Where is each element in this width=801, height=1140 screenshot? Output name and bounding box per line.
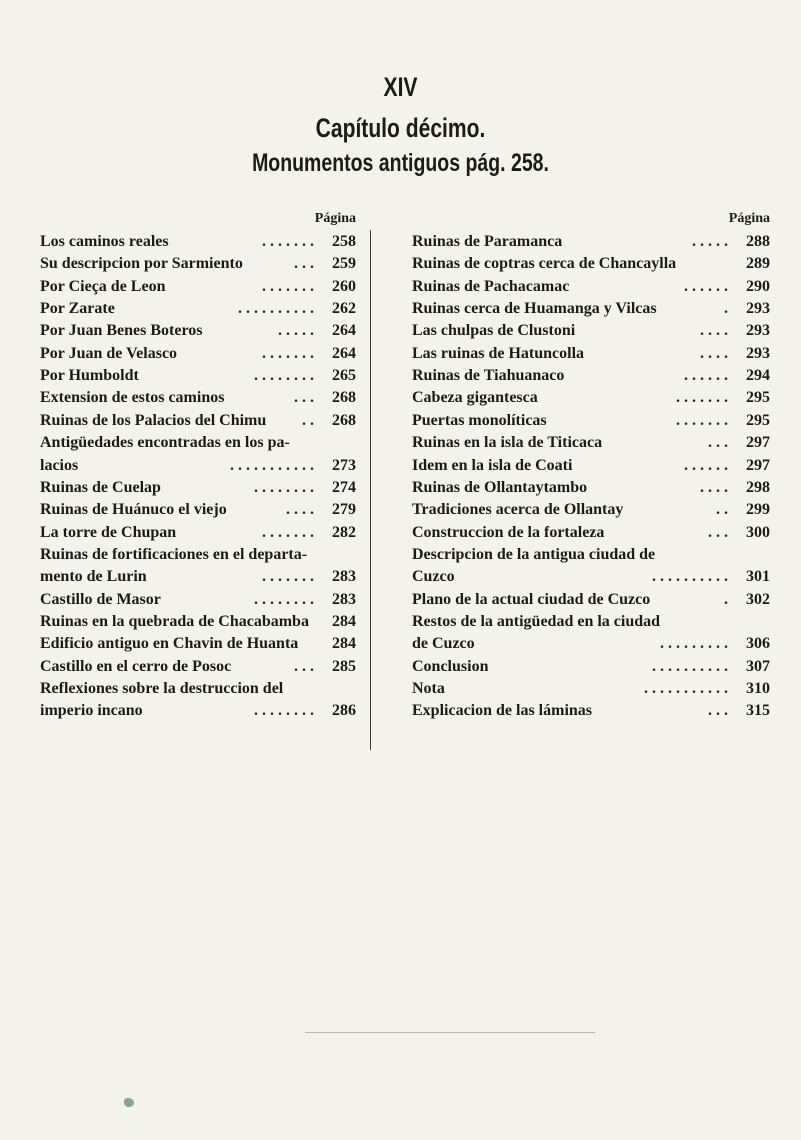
toc-entry-label: Edificio antiguo en Chavin de Huanta bbox=[40, 635, 299, 653]
toc-entry-leader: . . . . . . . . . bbox=[660, 635, 728, 653]
toc-entry-leader: . . . . . . . bbox=[262, 344, 314, 362]
toc-entry bbox=[412, 432, 770, 454]
toc-entry-leader: . . . . . . . . bbox=[254, 478, 314, 496]
toc-entry-leader: . . . . . . . bbox=[676, 389, 728, 407]
toc-entry-leader: . . . . . . . . bbox=[254, 367, 314, 385]
toc-entry-page: 293 bbox=[746, 344, 770, 362]
toc-entry bbox=[412, 544, 770, 566]
toc-entry-leader: . . . . . bbox=[278, 322, 314, 340]
toc-entry-leader: . . bbox=[716, 501, 728, 519]
toc-entry-label: La torre de Chupan bbox=[40, 523, 177, 541]
toc-entry-leader: . . . . . . . bbox=[676, 411, 728, 429]
toc-entry-leader: . . . . . . . . . . bbox=[652, 568, 728, 586]
toc-entry bbox=[40, 276, 356, 298]
toc-entry-page: 284 bbox=[332, 612, 356, 630]
toc-entry-leader: . . . bbox=[294, 389, 314, 407]
toc-entry-leader: . . . . . . . . . . . bbox=[230, 456, 314, 474]
toc-entry-label: Ruinas de coptras cerca de Chancaylla bbox=[412, 255, 677, 273]
toc-entry-page: 307 bbox=[746, 657, 770, 675]
toc-entry-label: Castillo en el cerro de Posoc bbox=[40, 657, 232, 675]
toc-entry bbox=[412, 700, 770, 722]
toc-entry bbox=[40, 365, 356, 387]
toc-entry bbox=[412, 320, 770, 342]
section-title: Monumentos antiguos pág. 258. bbox=[252, 149, 549, 177]
toc-entry-page: 283 bbox=[332, 590, 356, 608]
toc-entry-leader: . . . bbox=[708, 434, 728, 452]
toc-entry-leader: . . . . . . . . . . . bbox=[644, 680, 728, 697]
toc-entry bbox=[412, 253, 770, 275]
toc-entry-leader: . . . bbox=[294, 255, 314, 273]
toc-entry bbox=[412, 499, 770, 521]
toc-entry-label: Nota bbox=[412, 680, 445, 697]
toc-entry-page: 259 bbox=[332, 255, 356, 273]
toc-entry bbox=[412, 477, 770, 499]
toc-entry-leader: . . . . . . bbox=[684, 367, 728, 385]
bottom-rule bbox=[305, 1032, 595, 1033]
toc-entry bbox=[40, 410, 356, 432]
toc-entry-page: 264 bbox=[332, 344, 356, 362]
toc-entry-page: 273 bbox=[332, 456, 356, 474]
toc-entry-label: Cabeza gigantesca bbox=[412, 389, 538, 407]
toc-entry-label: Reflexiones sobre la destruccion del bbox=[40, 680, 284, 697]
toc-entry bbox=[40, 589, 356, 611]
toc-entry bbox=[412, 566, 770, 588]
toc-entry bbox=[412, 633, 770, 655]
toc-entry-page: 262 bbox=[332, 300, 356, 318]
toc-entry bbox=[412, 656, 770, 678]
toc-entry bbox=[40, 298, 356, 320]
toc-entry bbox=[40, 700, 356, 722]
toc-entry-label: Ruinas de Tiahuanaco bbox=[412, 367, 565, 385]
toc-entry-label: Por Cieça de Leon bbox=[40, 277, 166, 295]
toc-entry-page: 264 bbox=[332, 322, 356, 340]
toc-entry-leader: . . . bbox=[708, 702, 728, 720]
toc-entry-label: Plano de la actual ciudad de Cuzco bbox=[412, 590, 651, 608]
toc-entry-label: Las ruinas de Hatuncolla bbox=[412, 344, 585, 362]
toc-entry bbox=[40, 678, 356, 700]
toc-entry bbox=[40, 253, 356, 275]
toc-entry-page: 293 bbox=[746, 322, 770, 340]
toc-entry-label: Por Juan Benes Boteros bbox=[40, 322, 203, 340]
toc-entry-label: Ruinas de Huánuco el viejo bbox=[40, 501, 227, 519]
toc-entry-leader: . . bbox=[302, 411, 314, 429]
toc-entry-leader: . . . . . . bbox=[684, 456, 728, 474]
toc-entry-page: 315 bbox=[746, 702, 770, 720]
toc-entry-label: Castillo de Masor bbox=[40, 590, 161, 608]
toc-entry-page: 274 bbox=[332, 478, 356, 496]
toc-entry-label: Ruinas de Cuelap bbox=[40, 478, 161, 496]
toc-entry-page: 295 bbox=[746, 389, 770, 407]
toc-entry-leader: . . . . . . . bbox=[262, 233, 314, 250]
toc-entry-page: 299 bbox=[746, 501, 770, 519]
toc-entry bbox=[40, 343, 356, 365]
toc-entry-label: Ruinas en la quebrada de Chacabamba bbox=[40, 612, 309, 630]
toc-entry-page: 290 bbox=[746, 277, 770, 295]
toc-entry-label: Por Humboldt bbox=[40, 367, 139, 385]
toc-entry-leader: . . . . . . . bbox=[262, 523, 314, 541]
toc-entry-page: 297 bbox=[746, 456, 770, 474]
toc-entry-label: de Cuzco bbox=[412, 635, 475, 653]
toc-entry bbox=[40, 477, 356, 499]
toc-entry bbox=[40, 544, 356, 566]
toc-entry-page: 288 bbox=[746, 233, 770, 250]
toc-entry-label: Ruinas cerca de Huamanga y Vilcas bbox=[412, 300, 657, 318]
toc-entry-page: 306 bbox=[746, 635, 770, 653]
toc-entry-label: Ruinas de Paramanca bbox=[412, 233, 563, 250]
toc-entry-leader: . . . . bbox=[700, 478, 728, 496]
toc-entry-leader: . . . . . . . . bbox=[254, 702, 314, 720]
toc-entry-page: 282 bbox=[332, 523, 356, 541]
toc-entry-label: Restos de la antigüedad en la ciudad bbox=[412, 612, 661, 630]
toc-entry bbox=[40, 656, 356, 678]
toc-entry-label: imperio incano bbox=[40, 702, 143, 720]
toc-entry-leader: . . . . bbox=[286, 501, 314, 519]
toc-entry bbox=[40, 231, 356, 253]
toc-entry-page: 265 bbox=[332, 367, 356, 385]
toc-entry bbox=[40, 320, 356, 342]
toc-entry-page: 286 bbox=[332, 702, 356, 720]
toc-entry-page: 284 bbox=[332, 635, 356, 653]
toc-entry bbox=[412, 231, 770, 253]
toc-entry-leader: . . . . bbox=[700, 344, 728, 362]
toc-entry bbox=[40, 566, 356, 588]
toc-entry bbox=[412, 611, 770, 633]
toc-entry-label: lacios bbox=[40, 456, 79, 474]
toc-entry-leader: . . . . . . . . . . bbox=[238, 300, 314, 318]
toc-entry-page: 285 bbox=[332, 657, 356, 675]
toc-entry-label: Extension de estos caminos bbox=[40, 389, 225, 407]
toc-entry-leader: . . . . . . . bbox=[262, 277, 314, 295]
toc-entry-page: 268 bbox=[332, 411, 356, 429]
toc-entry-label: mento de Lurin bbox=[40, 568, 147, 586]
toc-entry-label: Idem en la isla de Coati bbox=[412, 456, 573, 474]
page-number: XIV bbox=[383, 72, 418, 102]
toc-entry-page: 301 bbox=[746, 568, 770, 586]
toc-entry-label: Explicacion de las láminas bbox=[412, 702, 593, 720]
toc-entry-leader: . bbox=[724, 590, 728, 608]
toc-entry-label: Por Zarate bbox=[40, 300, 115, 318]
toc-entry-label: Por Juan de Velasco bbox=[40, 344, 178, 362]
toc-entry bbox=[412, 276, 770, 298]
toc-entry-label: Conclusion bbox=[412, 657, 489, 675]
toc-entry bbox=[40, 611, 356, 633]
toc-entry bbox=[40, 499, 356, 521]
toc-entry-label: Tradiciones acerca de Ollantay bbox=[412, 501, 624, 519]
toc-entry bbox=[412, 343, 770, 365]
toc-entry-label: Antigüedades encontradas en los pa- bbox=[40, 434, 290, 452]
toc-entry-page: 293 bbox=[746, 300, 770, 318]
toc-entry bbox=[40, 432, 356, 454]
toc-entry-leader: . bbox=[724, 300, 728, 318]
toc-entry-page: 294 bbox=[746, 367, 770, 385]
toc-entry-label: Cuzco bbox=[412, 568, 455, 586]
toc-entry bbox=[412, 410, 770, 432]
toc-entry-leader: . . . . . . bbox=[684, 277, 728, 295]
toc-entry-page: 283 bbox=[332, 568, 356, 586]
toc-entry bbox=[40, 387, 356, 409]
toc-entry bbox=[412, 455, 770, 477]
toc-entry-page: 268 bbox=[332, 389, 356, 407]
toc-entry bbox=[40, 455, 356, 477]
toc-entry-label: Las chulpas de Clustoni bbox=[412, 322, 576, 340]
toc-entry-label: Ruinas en la isla de Titicaca bbox=[412, 434, 603, 452]
toc-entry-leader: . . . . bbox=[700, 322, 728, 340]
toc-entry-page: 298 bbox=[746, 478, 770, 496]
toc-entry bbox=[40, 633, 356, 655]
toc-entry bbox=[412, 522, 770, 544]
toc-entry-page: 289 bbox=[746, 255, 770, 273]
toc-entry-page: 300 bbox=[746, 523, 770, 541]
toc-entry-label: Ruinas de fortificaciones en el departa- bbox=[40, 545, 308, 563]
toc-entry-label: Construccion de la fortaleza bbox=[412, 523, 605, 541]
toc-entry-page: 297 bbox=[746, 434, 770, 452]
toc-entry bbox=[40, 522, 356, 544]
toc-entry-label: Ruinas de Ollantaytambo bbox=[412, 478, 588, 496]
toc-entry-leader: . . . . . . . . bbox=[254, 590, 314, 608]
column-divider bbox=[370, 230, 371, 750]
page-column-header: Página bbox=[314, 211, 356, 226]
toc-entry-leader: . . . . . bbox=[692, 233, 728, 250]
toc-entry bbox=[412, 298, 770, 320]
toc-entry bbox=[412, 589, 770, 611]
toc-entry-label: Ruinas de los Palacios del Chimu bbox=[40, 411, 267, 429]
toc-entry bbox=[412, 365, 770, 387]
toc-entry-page: 310 bbox=[746, 680, 770, 697]
toc-entry-label: Descripcion de la antigua ciudad de bbox=[412, 545, 656, 563]
chapter-title: Capítulo décimo. bbox=[315, 113, 486, 143]
toc-entry bbox=[412, 678, 770, 700]
toc-entry-page: 258 bbox=[332, 233, 356, 250]
toc-entry-leader: . . . . . . . . . . bbox=[652, 657, 728, 675]
toc-entry-label: Su descripcion por Sarmiento bbox=[40, 255, 243, 273]
toc-entry-page: 302 bbox=[746, 590, 770, 608]
ink-smudge bbox=[124, 1098, 134, 1107]
toc-entry-page: 295 bbox=[746, 411, 770, 429]
page-column-header: Página bbox=[728, 211, 770, 226]
toc-entry bbox=[412, 387, 770, 409]
toc-entry-label: Los caminos reales bbox=[40, 233, 169, 250]
toc-entry-leader: . . . bbox=[294, 657, 314, 675]
toc-entry-label: Puertas monolíticas bbox=[412, 411, 547, 429]
toc-entry-page: 260 bbox=[332, 277, 356, 295]
toc-entry-leader: . . . bbox=[708, 523, 728, 541]
toc-entry-leader: . . . . . . . bbox=[262, 568, 314, 586]
toc-entry-label: Ruinas de Pachacamac bbox=[412, 277, 570, 295]
toc-entry-page: 279 bbox=[332, 501, 356, 519]
